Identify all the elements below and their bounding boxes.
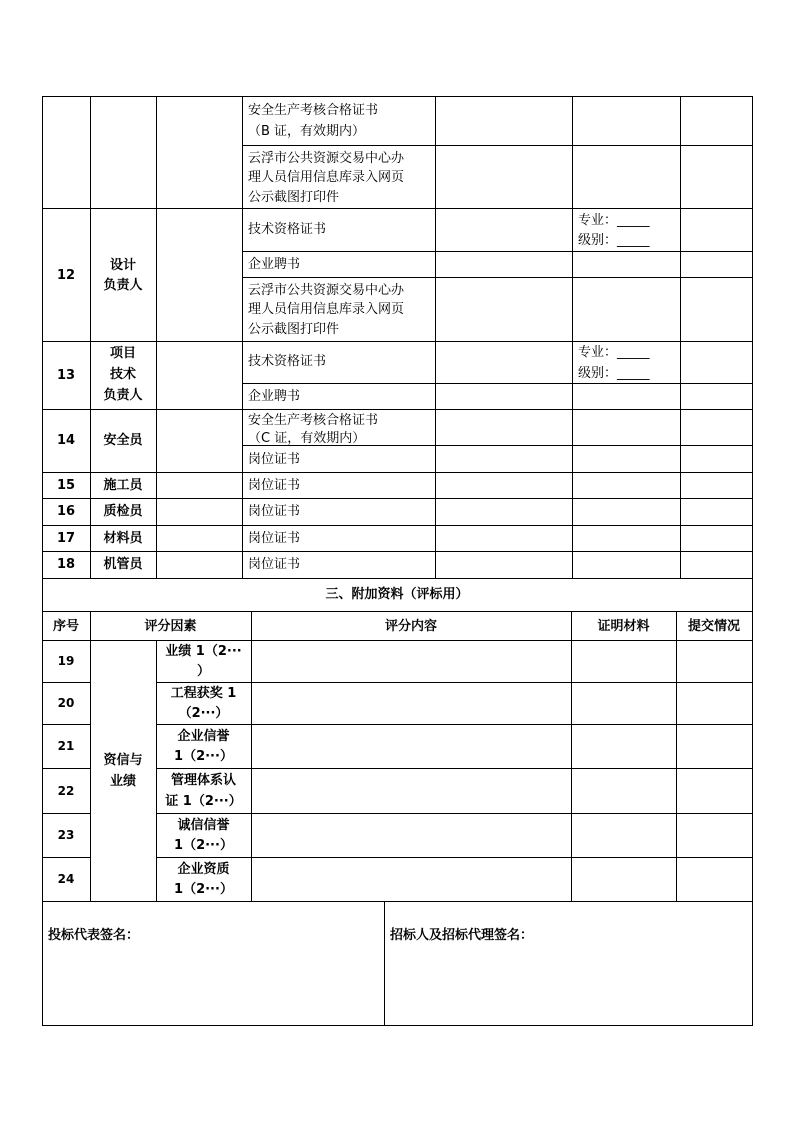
row12-item3-line2: 理人员信用信息库录入网页 (248, 302, 405, 317)
row12-level-label: 级别：_____ (578, 233, 650, 248)
row15-role: 施工员 (103, 478, 143, 493)
row24-number: 24 (57, 872, 75, 886)
row15-number: 15 (56, 478, 76, 493)
row11-item2-line3: 公示截图打印件 (248, 190, 340, 205)
row22-factor-line2: 证 1（2···） (165, 794, 242, 809)
row24-factor-line2: 1（2···） (174, 882, 233, 897)
row11-item1-line1: 安全生产考核合格证书 (248, 103, 379, 118)
row13-role-line1: 项目 (109, 346, 136, 361)
row14-number: 14 (56, 433, 76, 448)
row17-role: 材料员 (103, 531, 143, 546)
row14-item1-line1: 安全生产考核合格证书 (248, 413, 379, 428)
row23-factor-line2: 1（2···） (174, 838, 233, 853)
row13-item-employment: 企业聘书 (248, 389, 301, 404)
row13-level-label: 级别：_____ (578, 366, 650, 381)
row15-item: 岗位证书 (248, 478, 301, 493)
row17-number: 17 (56, 531, 76, 546)
row22-number: 22 (57, 784, 75, 798)
row19-factor-line2: ） (196, 664, 210, 679)
row24-factor-line1: 企业资质 (177, 862, 230, 877)
row16-role: 质检员 (103, 504, 143, 519)
row14-role: 安全员 (103, 433, 143, 448)
group-label-line1: 资信与 (103, 753, 143, 768)
row22-factor-line1: 管理体系认 (170, 773, 236, 788)
row19-number: 19 (57, 654, 75, 668)
row13-specialty-label: 专业：_____ (578, 345, 650, 360)
row14-item1-line2: （C 证，有效期内） (248, 431, 366, 445)
row11-item2-line2: 理人员信用信息库录入网页 (248, 170, 405, 185)
row21-factor-line2: 1（2···） (174, 749, 233, 764)
row21-number: 21 (57, 739, 75, 753)
header-scoring-factor: 评分因素 (144, 619, 197, 634)
row12-role-line2: 负责人 (103, 278, 143, 293)
row12-item-tech-cert: 技术资格证书 (248, 222, 327, 237)
row16-item: 岗位证书 (248, 504, 301, 519)
row12-specialty-label: 专业：_____ (578, 213, 650, 228)
header-number: 序号 (52, 619, 79, 634)
row18-number: 18 (56, 557, 76, 572)
row14-item-post-cert: 岗位证书 (248, 452, 301, 467)
row23-factor-line1: 诚信信誉 (177, 818, 230, 833)
section3-title: 三、附加资料（评标用） (325, 587, 469, 602)
row13-role-line3: 负责人 (103, 388, 143, 403)
row19-factor-line1: 业绩 1（2··· (165, 644, 242, 659)
row20-factor-line2: （2···） (178, 706, 229, 721)
group-label-line2: 业绩 (109, 774, 136, 789)
row12-number: 12 (56, 268, 76, 283)
row21-factor-line1: 企业信誉 (177, 729, 230, 744)
row12-item3-line3: 公示截图打印件 (248, 322, 340, 337)
header-proof-materials: 证明材料 (597, 619, 650, 634)
tenderer-signature-label: 招标人及招标代理签名： (390, 928, 534, 943)
row12-item-employment: 企业聘书 (248, 257, 301, 272)
row11-item2-line1: 云浮市公共资源交易中心办 (248, 151, 405, 166)
row18-item: 岗位证书 (248, 557, 301, 572)
row12-item3-line1: 云浮市公共资源交易中心办 (248, 283, 405, 298)
row20-number: 20 (57, 696, 75, 710)
row18-role: 机管员 (103, 557, 143, 572)
bidder-signature-label: 投标代表签名： (48, 928, 140, 943)
row14-item1-line2-clip (243, 428, 435, 445)
row11-item1-line2: （B 证，有效期内） (248, 124, 366, 139)
row12-role-line1: 设计 (109, 258, 136, 273)
row17-item: 岗位证书 (248, 531, 301, 546)
header-submission-status: 提交情况 (687, 619, 740, 634)
row13-number: 13 (56, 368, 76, 383)
row16-number: 16 (56, 504, 76, 519)
row13-role-line2: 技术 (109, 367, 136, 382)
header-scoring-content: 评分内容 (384, 619, 437, 634)
row13-item-tech-cert: 技术资格证书 (248, 354, 327, 369)
row23-number: 23 (57, 828, 75, 842)
row20-factor-line1: 工程获奖 1 (170, 686, 237, 701)
